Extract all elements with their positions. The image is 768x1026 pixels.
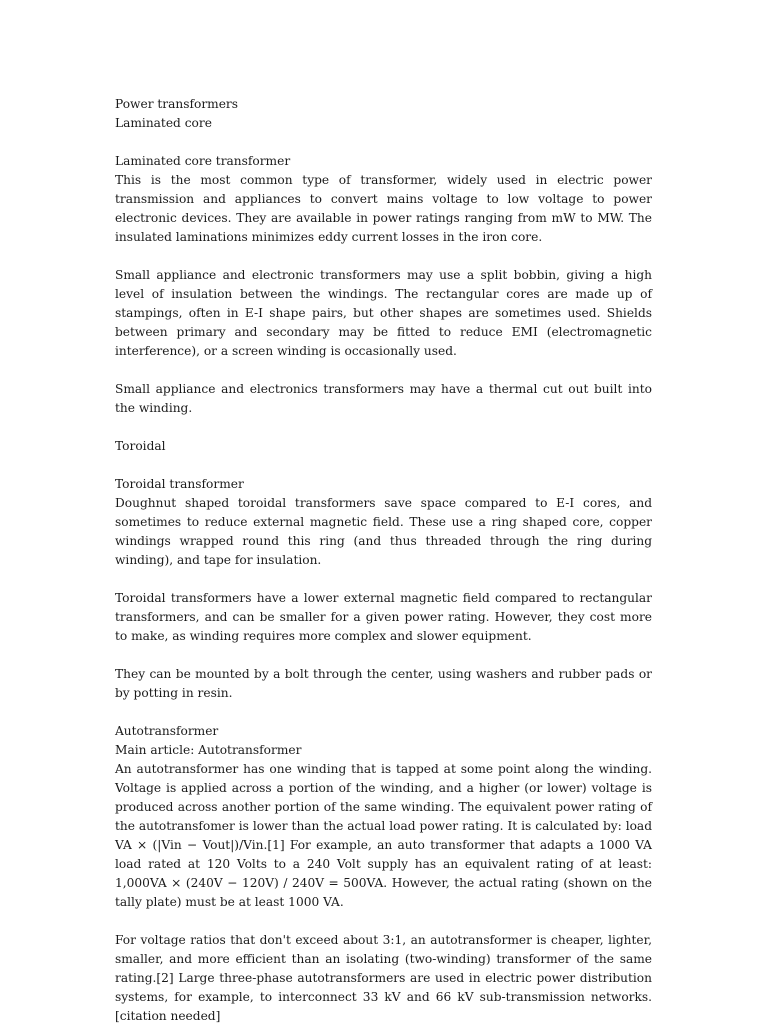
paragraph-toroidal-intro: Doughnut shaped toroidal transformers save space compared to E-I cores, and sometimes to reduce external magnetic field. These use a ring shaped core, copper windings wrapped round this ring (and thus threaded through the ring during winding), and tape for insulation. — [115, 496, 652, 567]
section-title-toroidal: Toroidal — [115, 439, 166, 453]
paragraph-autotransformer-ratios: For voltage ratios that don't exceed about 3:1, an autotransformer is cheaper, lighter, smaller, and more efficient than an isolating (two-winding) transformer of the same rating.[2] Large three-phase autotransformers are used in electric power distribution systems, for example, to interconnect 33 kV and 66 kV sub-transmission networks.[citation needed] — [115, 933, 652, 1023]
paragraph-toroidal-field: Toroidal transformers have a lower external magnetic field compared to rectangular transformers, and can be smaller for a given power rating. However, they cost more to make, as winding requires more complex and slower equipment. — [115, 591, 652, 643]
spacer — [115, 703, 652, 722]
paragraph-autotransformer-intro: An autotransformer has one winding that is tapped at some point along the winding. Voltage is applied across a portion of the winding, and a higher (or lower) voltage is produced across another portion of the same winding. The equivalent power rating of the autotransfomer is lower than the actual load power rating. It is calculated by: load VA × (|Vin − Vout|)/Vin.[1] For example, an auto transformer that adapts a 1000 VA load rated at 120 Volts to a 240 Volt supply has an equivalent rating of at least: 1,000VA × (240V − 120V) / 240V = 500VA. However, the actual rating (shown on the tally plate) must be at least 1000 VA. — [115, 762, 652, 909]
spacer — [115, 456, 652, 475]
document-subtitle: Laminated core — [115, 116, 212, 130]
document-title: Power transformers — [115, 97, 239, 111]
paragraph-laminated-bobbin: Small appliance and electronic transformers may use a split bobbin, giving a high level of insulation between the windings. The rectangular cores are made up of stampings, often in E-I shape pairs, but other shapes are sometimes used. Shields between primary and secondary may be fitted to reduce EMI (electromagnetic interference), or a screen winding is occasionally used. — [115, 268, 652, 358]
paragraph-laminated-intro: This is the most common type of transformer, widely used in electric power transmission and appliances to convert mains voltage to low voltage to power electronic devices. They are available in power ratings ranging from mW to MW. The insulated laminations minimizes eddy current losses in the iron core. — [115, 173, 652, 244]
document-page — [115, 95, 652, 1026]
paragraph-laminated-cutout: Small appliance and electronics transformers may have a thermal cut out built into the winding. — [115, 382, 652, 415]
main-article-note: Main article: Autotransformer — [115, 743, 302, 757]
section-heading-laminated: Laminated core transformer — [115, 154, 291, 168]
spacer — [115, 361, 652, 380]
section-heading-toroidal: Toroidal transformer — [115, 477, 244, 491]
spacer — [115, 570, 652, 589]
spacer — [115, 646, 652, 665]
spacer — [115, 418, 652, 437]
section-heading-autotransformer: Autotransformer — [115, 724, 219, 738]
paragraph-toroidal-mounting: They can be mounted by a bolt through the center, using washers and rubber pads or by potting in resin. — [115, 667, 652, 700]
spacer — [115, 247, 652, 266]
spacer — [115, 912, 652, 931]
spacer — [115, 133, 652, 152]
